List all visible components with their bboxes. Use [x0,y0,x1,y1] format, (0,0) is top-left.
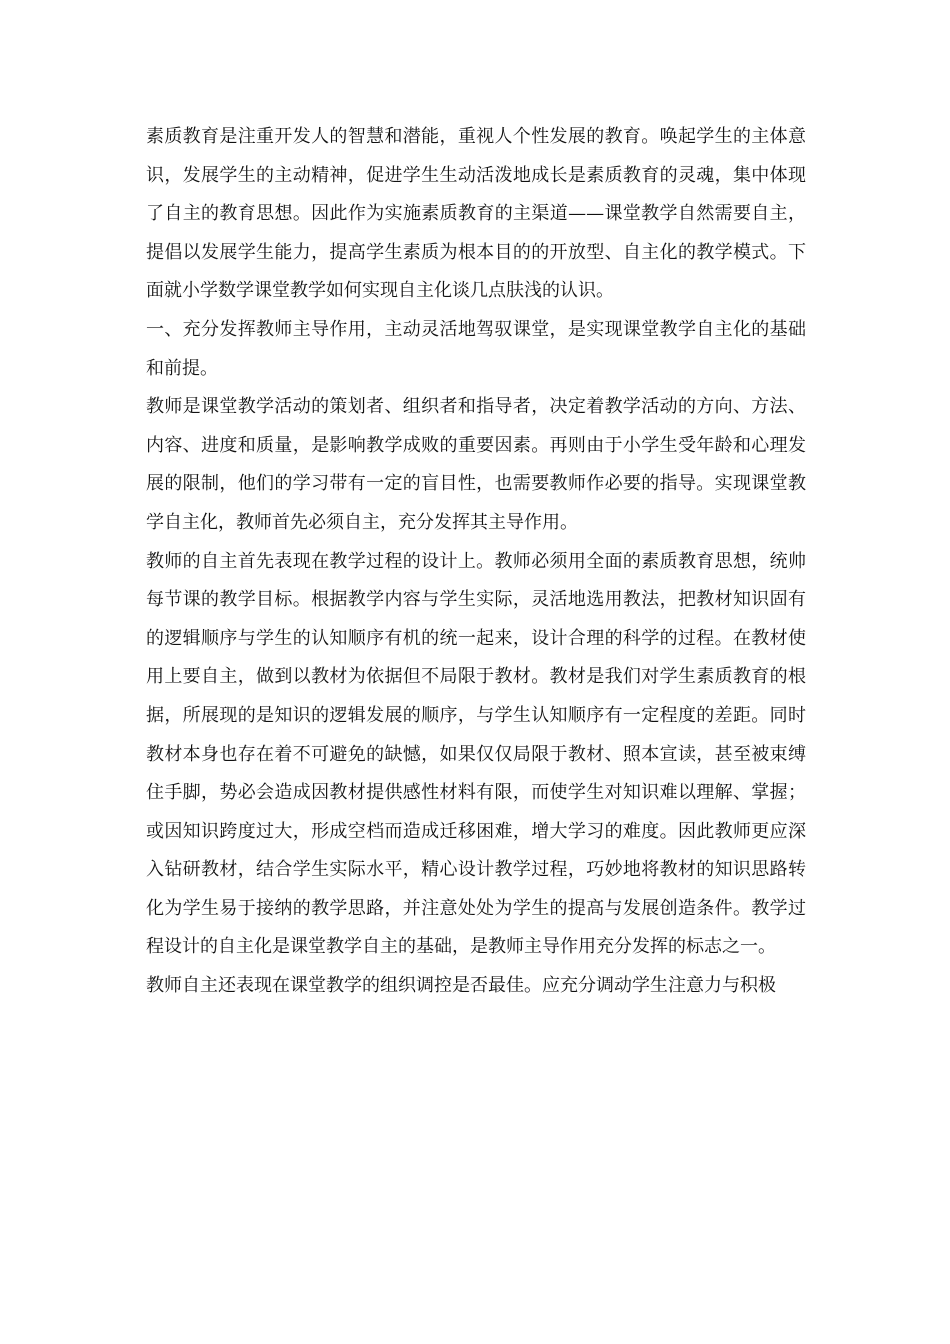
paragraph-classroom-control: 教师自主还表现在课堂教学的组织调控是否最佳。应充分调动学生注意力与积极 [146,975,776,997]
section-heading-1: 一、充分发挥教师主导作用，主动灵活地驾驭课堂，是实现课堂教学自主化的基础和前提。 [146,318,806,379]
document-page [146,118,806,1006]
paragraph-intro: 素质教育是注重开发人的智慧和潜能，重视人个性发展的教育。唤起学生的主体意识，发展学生的主动精神，促进学生生动活泼地成长是素质教育的灵魂，集中体现了自主的教育思想。因此作为实施素质教育的主渠道——课堂教学自然需要自主，提倡以发展学生能力，提高学生素质为根本目的的开放型、自主化的教学模式。下面就小学数学课堂教学如何实现自主化谈几点肤浅的认识。 [146,126,806,302]
paragraph-teaching-design: 教师的自主首先表现在教学过程的设计上。教师必须用全面的素质教育思想，统帅每节课的教学目标。根据教学内容与学生实际，灵活地选用教法，把教材知识固有的逻辑顺序与学生的认知顺序有机的统一起来，设计合理的科学的过程。在教材使用上要自主，做到以教材为依据但不局限于教材。教材是我们对学生素质教育的根据，所展现的是知识的逻辑发展的顺序，与学生认知顺序有一定程度的差距。同时教材本身也存在着不可避免的缺憾，如果仅仅局限于教材、照本宣读，甚至被束缚住手脚，势必会造成因教材提供感性材料有限，而使学生对知识难以理解、掌握；或因知识跨度过大，形成空档而造成迁移困难，增大学习的难度。因此教师更应深入钻研教材，结合学生实际水平，精心设计教学过程，巧妙地将教材的知识思路转化为学生易于接纳的教学思路，并注意处处为学生的提高与发展创造条件。教学过程设计的自主化是课堂教学自主的基础，是教师主导作用充分发挥的标志之一。 [146,550,806,958]
paragraph-teacher-role: 教师是课堂教学活动的策划者、组织者和指导者，决定着教学活动的方向、方法、内容、进度和质量，是影响教学成败的重要因素。再则由于小学生受年龄和心理发展的限制，他们的学习带有一定的盲目性，也需要教师作必要的指导。实现课堂教学自主化，教师首先必须自主，充分发挥其主导作用。 [146,396,806,533]
